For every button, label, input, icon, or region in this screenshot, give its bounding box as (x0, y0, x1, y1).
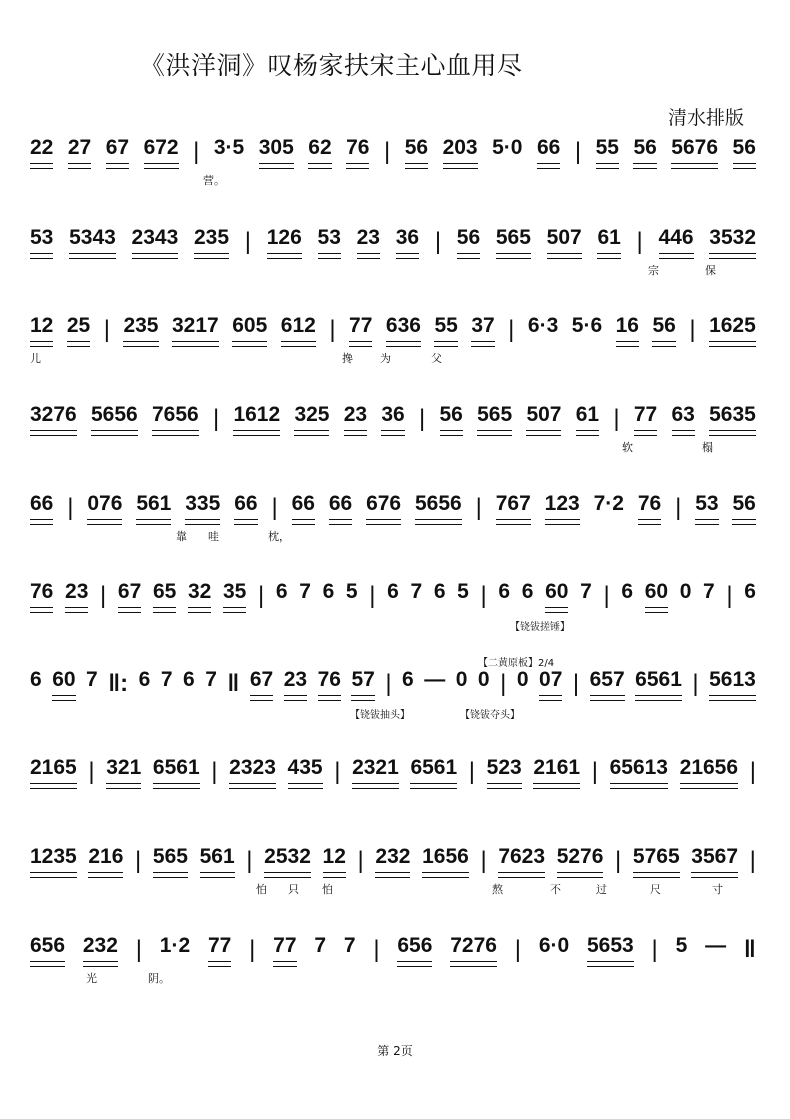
note-group: 66 (329, 492, 352, 525)
note-group: 22 (30, 136, 53, 169)
page-number: 第 2页 (377, 1044, 413, 1058)
note-group: 565 (496, 226, 531, 259)
lyric-syllable: 软 (622, 441, 633, 454)
lyric-syllable: 宗 (648, 264, 659, 277)
note-group: 2161 (533, 756, 580, 789)
lyrics-line (30, 350, 756, 368)
note-group: 3532 (709, 226, 756, 259)
note-group: 36 (381, 403, 404, 436)
score-line (30, 488, 756, 543)
barline: | (212, 405, 220, 432)
note-group: 66 (292, 492, 315, 525)
lyric-syllable: 靠 (176, 530, 187, 543)
note-group: 232 (83, 934, 118, 967)
note-group: 3276 (30, 403, 77, 436)
lyrics-line (30, 528, 756, 546)
lyric-syllable: 过 (596, 883, 607, 896)
barline: | (615, 847, 622, 874)
barline: | (88, 758, 95, 785)
barline: | (385, 670, 392, 697)
note-group: 56 (652, 314, 675, 347)
note-group: 321 (106, 756, 141, 789)
barline: | (514, 936, 521, 963)
barline: | (651, 936, 658, 963)
note-group: 56 (733, 136, 756, 169)
note-group: 7 (703, 580, 715, 603)
note-group: 56 (633, 136, 656, 169)
lyric-syllable: 怕 (322, 883, 333, 896)
lyric-syllable: 父 (431, 352, 442, 365)
note-group: 1·2 (159, 934, 191, 957)
barline: | (135, 847, 142, 874)
lyric-syllable: 榻 (702, 441, 713, 454)
barline: | (369, 582, 376, 609)
note-group: 2343 (132, 226, 179, 259)
percussion-mark: 【铙钹夺头】 (460, 710, 520, 721)
score-line (30, 664, 756, 708)
note-group: 67 (250, 668, 273, 701)
barline: | (434, 228, 442, 255)
lyrics-line (30, 970, 756, 988)
note-group: 63 (672, 403, 695, 436)
lyric-syllable: 营。 (203, 174, 225, 187)
staff (30, 752, 756, 792)
note-group: 5 (675, 934, 688, 957)
note-group: 67 (106, 136, 129, 169)
note-group: 6 (498, 580, 511, 603)
note-group: 37 (471, 314, 494, 347)
barline: | (193, 138, 200, 165)
lyric-syllable: 为 (380, 352, 391, 365)
note-group: 5676 (671, 136, 718, 169)
note-group: 77 (349, 314, 372, 347)
note-group: 7·2 (593, 492, 624, 515)
barline: | (244, 228, 252, 255)
note-group: 77 (634, 403, 657, 436)
barline: | (726, 582, 733, 609)
lyric-syllable: 搀 (342, 352, 353, 365)
note-group: 62 (308, 136, 331, 169)
barline: ‖: (108, 670, 129, 697)
staff (30, 222, 756, 262)
note-group: 3·5 (213, 136, 245, 159)
note-group: 60 (545, 580, 568, 613)
note-group: 23 (65, 580, 88, 613)
note-group: 76 (346, 136, 369, 169)
lyrics-line (30, 881, 756, 899)
lyric-syllable: 光 (86, 972, 97, 985)
note-group: 16 (616, 314, 639, 347)
barline: | (357, 847, 364, 874)
lyrics-line (30, 792, 756, 810)
note-group: 7 (314, 934, 327, 957)
lyric-syllable: 哇 (208, 530, 219, 543)
note-group: 216 (88, 845, 123, 878)
staff (30, 930, 756, 970)
staff (30, 841, 756, 881)
note-group: 2165 (30, 756, 77, 789)
barline: | (603, 582, 610, 609)
score-line (30, 752, 756, 796)
note-group: 5343 (69, 226, 116, 259)
lyrics-line (30, 172, 756, 190)
note-group: 232 (375, 845, 410, 878)
barline: | (271, 494, 278, 521)
note-group: 7276 (450, 934, 497, 967)
note-group: 36 (396, 226, 419, 259)
note-group: 123 (545, 492, 580, 525)
barline: | (574, 138, 582, 165)
staff (30, 664, 756, 704)
lyric-syllable: 只 (288, 883, 299, 896)
note-group: 6·0 (538, 934, 570, 957)
note-group: 23 (357, 226, 380, 259)
note-group: 25 (67, 314, 90, 347)
note-group: 605 (232, 314, 267, 347)
percussion-mark: 【铙钹搓锤】 (510, 622, 570, 633)
barline: | (468, 758, 476, 785)
note-group: 66 (30, 492, 53, 525)
barline: | (329, 316, 336, 343)
note-group: 21656 (680, 756, 738, 789)
percussion-mark: 【铙钹抽头】 (350, 710, 410, 721)
note-group: 523 (487, 756, 522, 789)
note-group: 0 (516, 668, 529, 691)
barline: | (480, 847, 487, 874)
note-group: 5·0 (492, 136, 523, 159)
score-line (30, 576, 756, 620)
score-line (30, 310, 756, 365)
lyrics-line (30, 262, 756, 280)
note-group: 2532 (264, 845, 311, 878)
note-group: 1235 (30, 845, 77, 878)
note-group: 5765 (633, 845, 680, 878)
barline: | (103, 316, 110, 343)
note-group: 435 (288, 756, 323, 789)
barline: | (211, 758, 218, 785)
note-group: 672 (144, 136, 179, 169)
note-group: 2321 (352, 756, 399, 789)
note-group: 676 (366, 492, 401, 525)
barline: | (419, 405, 426, 432)
note-group: 76 (318, 668, 341, 701)
barline: ‖ (227, 670, 240, 697)
note-group: 6 (521, 580, 534, 603)
note-group: 0 (455, 668, 468, 691)
lyrics-line (30, 439, 756, 457)
note-group: 12 (30, 314, 53, 347)
note-group: 7 (205, 668, 217, 691)
note-group: 76 (638, 492, 661, 525)
note-group: 66 (234, 492, 257, 525)
note-group: 6561 (153, 756, 200, 789)
barline: | (692, 670, 699, 697)
barline: | (613, 405, 620, 432)
note-group: 5·6 (571, 314, 603, 337)
lyrics-line (30, 616, 756, 634)
barline: | (334, 758, 341, 785)
note-group: 203 (443, 136, 478, 169)
note-group: 507 (547, 226, 582, 259)
note-group: 235 (123, 314, 158, 347)
lyric-syllable: 不 (550, 883, 561, 896)
note-group: 6 (275, 580, 288, 603)
note-group: 53 (695, 492, 718, 525)
percussion-mark: 【二黄原板】2/4 (478, 658, 555, 669)
score-line (30, 399, 756, 454)
note-group: 65 (153, 580, 176, 613)
barline: | (100, 582, 107, 609)
note-group: 6 (322, 580, 335, 603)
lyric-syllable: 保 (705, 264, 716, 277)
note-group: 53 (30, 226, 53, 259)
note-group: 507 (526, 403, 561, 436)
barline: | (572, 670, 580, 697)
barline: | (373, 936, 380, 963)
note-group: 67 (118, 580, 141, 613)
barline: | (67, 494, 74, 521)
note-group: 61 (597, 226, 620, 259)
note-group: 325 (294, 403, 329, 436)
barline: | (257, 582, 265, 609)
note-group: 7 (410, 580, 423, 603)
note-group: 61 (576, 403, 599, 436)
note-group: 1612 (233, 403, 280, 436)
note-group: 77 (208, 934, 231, 967)
barline: | (246, 847, 253, 874)
note-group: 1625 (709, 314, 756, 347)
note-group: 561 (200, 845, 235, 878)
barline: | (689, 316, 696, 343)
note-group: 12 (323, 845, 346, 878)
note-group: 3217 (172, 314, 219, 347)
note-group: 5653 (587, 934, 634, 967)
barline: | (135, 936, 142, 963)
note-group: 3567 (691, 845, 738, 878)
note-group: 57 (351, 668, 374, 701)
note-group: 56 (732, 492, 755, 525)
note-group: 23 (284, 668, 307, 701)
note-group: 6 (744, 580, 756, 603)
note-group: 5276 (557, 845, 604, 878)
lyric-syllable: 儿 (30, 352, 41, 365)
note-group: 7623 (498, 845, 545, 878)
note-group: 53 (318, 226, 341, 259)
score-line (30, 930, 756, 985)
note-group: 66 (537, 136, 560, 169)
note-group: 0 (477, 668, 490, 691)
note-group: 23 (344, 403, 367, 436)
note-group: 56 (405, 136, 428, 169)
note-group: 076 (87, 492, 122, 525)
note-group: 5613 (709, 668, 756, 701)
note-group: 2323 (229, 756, 276, 789)
barline: | (383, 138, 391, 165)
note-group: 335 (185, 492, 220, 525)
note-group: 5 (345, 580, 358, 603)
note-group: — (705, 934, 727, 957)
note-group: 6 (387, 580, 399, 603)
note-group: 561 (136, 492, 171, 525)
note-group: 126 (267, 226, 302, 259)
staff (30, 132, 756, 172)
note-group: 6 (183, 668, 195, 691)
lyric-syllable: 寸 (712, 883, 723, 896)
note-group: 6·3 (527, 314, 559, 337)
note-group: 235 (194, 226, 229, 259)
barline: | (480, 582, 487, 609)
note-group: 565 (153, 845, 188, 878)
note-group: 6 (402, 668, 414, 691)
lyric-syllable: 熬 (492, 883, 503, 896)
note-group: 60 (645, 580, 668, 613)
barline: | (591, 758, 598, 785)
note-group: 565 (477, 403, 512, 436)
note-group: 6 (621, 580, 634, 603)
note-group: 657 (590, 668, 625, 701)
barline: | (500, 670, 507, 697)
note-group: 55 (596, 136, 619, 169)
note-group: 612 (281, 314, 316, 347)
note-group: 7 (160, 668, 173, 691)
note-group: 07 (539, 668, 562, 701)
barline: | (249, 936, 256, 963)
note-group: 656 (397, 934, 432, 967)
note-group: 636 (386, 314, 421, 347)
lyric-syllable: 阴。 (148, 972, 170, 985)
barline: | (749, 758, 756, 785)
note-group: 5656 (415, 492, 462, 525)
page-title: 《洪洋洞》叹杨家扶宋主心血用尽 (140, 51, 523, 80)
note-group: 7 (86, 668, 98, 691)
barline: ‖ (743, 936, 756, 963)
note-group: 656 (30, 934, 65, 967)
note-group: 27 (68, 136, 91, 169)
score-line (30, 222, 756, 277)
note-group: 5635 (709, 403, 756, 436)
note-group: 32 (188, 580, 211, 613)
note-group: 56 (457, 226, 480, 259)
note-group: 35 (223, 580, 246, 613)
staff (30, 576, 756, 616)
note-group: 1656 (422, 845, 469, 878)
note-group: 6561 (410, 756, 457, 789)
note-group: 5656 (91, 403, 138, 436)
note-group: 6 (138, 668, 151, 691)
score-line (30, 132, 756, 187)
note-group: 6561 (635, 668, 682, 701)
barline: | (475, 494, 482, 521)
score-line (30, 841, 756, 896)
note-group: 77 (273, 934, 296, 967)
note-group: 305 (259, 136, 294, 169)
barline: | (636, 228, 643, 255)
barline: | (508, 316, 515, 343)
note-group: 0 (679, 580, 692, 603)
note-group: 76 (30, 580, 53, 613)
barline: | (675, 494, 682, 521)
note-group: — (424, 668, 446, 691)
lyric-syllable: 尺 (650, 883, 661, 896)
lyric-syllable: 枕， (268, 530, 290, 543)
note-group: 7 (299, 580, 311, 603)
note-group: 65613 (610, 756, 668, 789)
staff (30, 310, 756, 350)
note-group: 6 (433, 580, 446, 603)
note-group: 55 (434, 314, 457, 347)
note-group: 7 (343, 934, 356, 957)
note-group: 7656 (152, 403, 199, 436)
arranger-credit: 清水排版 (667, 107, 744, 129)
note-group: 7 (580, 580, 592, 603)
note-group: 60 (52, 668, 75, 701)
note-group: 6 (30, 668, 42, 691)
note-group: 5 (457, 580, 469, 603)
lyric-syllable: 怕 (256, 883, 267, 896)
note-group: 56 (440, 403, 463, 436)
staff (30, 399, 756, 439)
note-group: 446 (659, 226, 694, 259)
note-group: 767 (496, 492, 531, 525)
staff (30, 488, 756, 528)
barline: | (749, 847, 756, 874)
